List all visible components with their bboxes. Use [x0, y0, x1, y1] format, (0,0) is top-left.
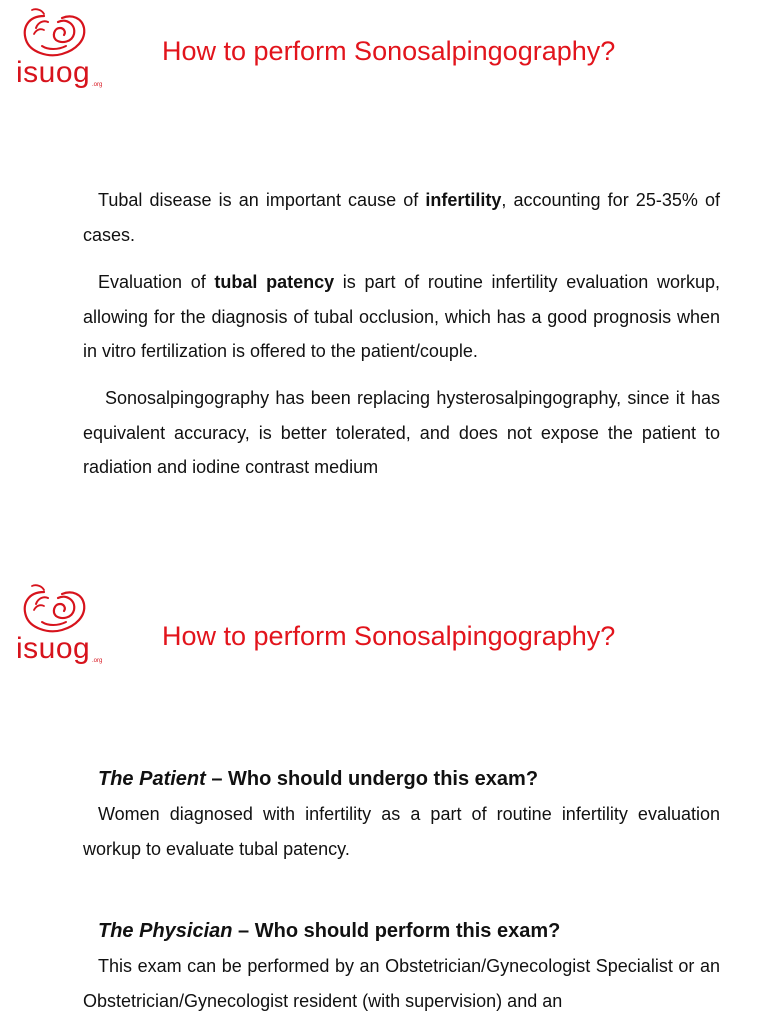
- physician-heading-italic: The Physician: [98, 920, 233, 942]
- paragraph-tubal-patency: [83, 265, 720, 369]
- page-title: How to perform Sonosalpingography?: [162, 36, 616, 66]
- logo-wordmark: isuog: [16, 632, 91, 665]
- paragraph-sonosalpingography: Sonosalpingography has been replacing hysterosalpingography, since it has equivalent accuracy, is better tolerated, and does not expose the patient to radiation and iodine contrast medium: [83, 388, 720, 477]
- patient-heading-rest: – Who should undergo this exam?: [205, 768, 539, 790]
- logo-suffix: .org: [92, 658, 103, 664]
- paragraph-patient: Women diagnosed with infertility as a part of routine infertility evaluation workup to evaluate tubal patency.: [83, 804, 720, 859]
- isuog-logo: [14, 8, 106, 94]
- p1-intro: Tubal disease is an important cause of: [98, 190, 426, 210]
- isuog-logo: [14, 584, 106, 670]
- p1-bold-infertility: infertility: [425, 190, 502, 210]
- paragraph-physician: This exam can be performed by an Obstetrician/Gynecologist Specialist or an Obstetrician/Gynecologist resident (with supervision) and an: [83, 956, 720, 1011]
- p2-intro: Evaluation of: [98, 272, 215, 292]
- paragraph-tubal-disease: [83, 183, 720, 252]
- slide-2: [0, 576, 768, 1024]
- logo-suffix: .org: [92, 82, 103, 88]
- p2-rest: is part of routine infertility evaluation workup, allowing for the diagnosis of tubal occlusion, which has a good prognosis when in vitro fertilization is offered to the patient/couple.: [83, 272, 720, 361]
- patient-heading-italic: The Patient: [98, 768, 206, 790]
- physician-heading: [98, 918, 560, 944]
- patient-heading: [98, 766, 538, 792]
- page-title: How to perform Sonosalpingography?: [162, 621, 616, 651]
- p1-rest: , accounting for 25-35% of cases.: [83, 190, 720, 245]
- logo-wordmark: isuog: [16, 56, 91, 89]
- p2-bold-tubal-patency: tubal patency: [214, 272, 335, 292]
- physician-heading-rest: – Who should perform this exam?: [232, 920, 561, 942]
